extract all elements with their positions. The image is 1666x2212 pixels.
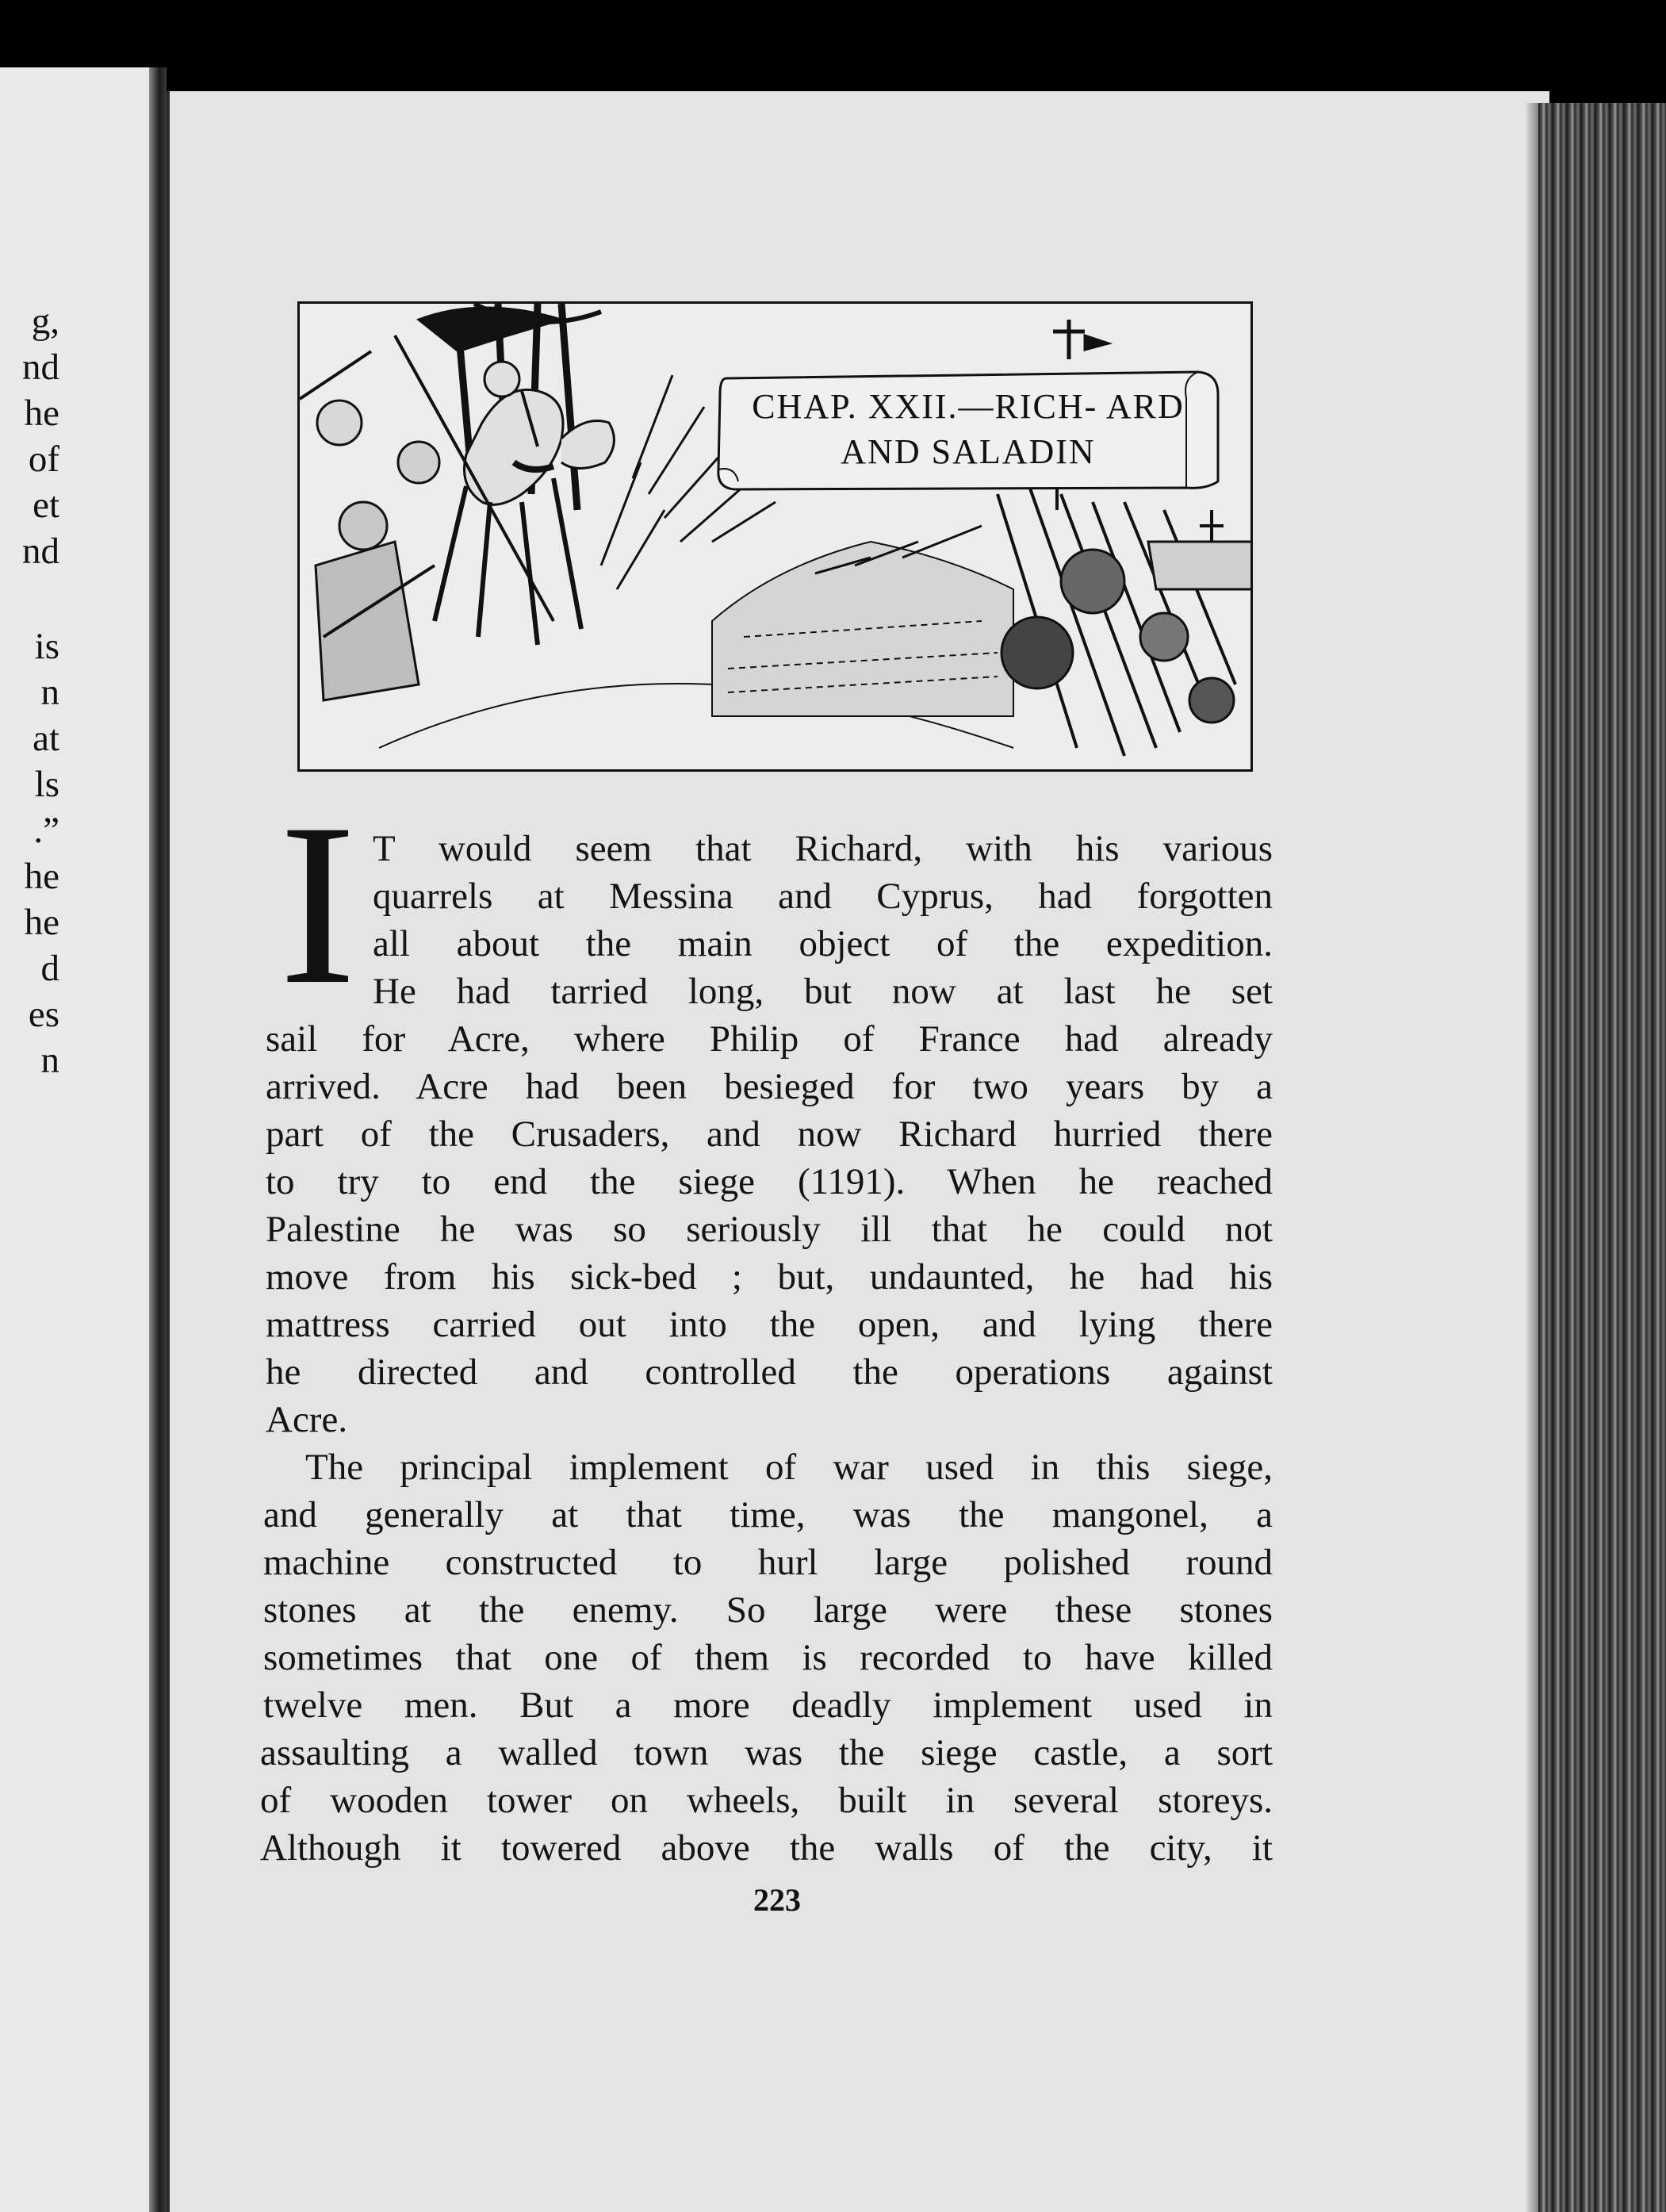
left-page-fragment: he <box>24 856 59 897</box>
text-line: sometimes that one of them is recorded to have killed <box>263 1637 1273 1678</box>
text-line: machine constructed to hurl large polished round <box>263 1542 1273 1583</box>
text-line: Although it towered above the walls of the city, it <box>260 1827 1273 1869</box>
text-line: arrived. Acre had been besieged for two years by a <box>266 1066 1273 1107</box>
left-page-fragment: ls <box>34 764 59 805</box>
text-line: sail for Acre, where Philip of France had already <box>266 1018 1273 1060</box>
text-line: move from his sick-bed ; but, undaunted, he had his <box>266 1256 1273 1298</box>
left-page-fragment: et <box>33 485 59 526</box>
text-line: stones at the enemy. So large were these stones <box>263 1589 1273 1631</box>
text-line: twelve men. But a more deadly implement used in <box>263 1685 1273 1726</box>
left-page-fragment: he <box>24 393 59 434</box>
left-facing-page <box>0 67 151 2212</box>
left-page-fragment: .” <box>33 810 59 851</box>
book-gutter <box>149 67 167 2212</box>
text-line: T would seem that Richard, with his various <box>373 828 1273 869</box>
text-line: Palestine he was so seriously ill that he could not <box>266 1209 1273 1250</box>
left-page-fragment: at <box>33 718 59 759</box>
text-line: to try to end the siege (1191). When he reached <box>266 1161 1273 1202</box>
left-page-fragment: g, <box>31 301 59 342</box>
text-line: He had tarried long, but now at last he set <box>373 971 1273 1012</box>
page-stack-edge <box>1538 103 1666 2212</box>
text-line: part of the Crusaders, and now Richard hurried there <box>266 1114 1273 1155</box>
left-page-fragment: of <box>28 439 59 480</box>
text-line: Acre. <box>266 1399 348 1440</box>
left-page-fragment: he <box>24 902 59 943</box>
left-page-fragment: nd <box>22 531 59 572</box>
text-line: he directed and controlled the operations against <box>266 1351 1273 1393</box>
left-page-fragment: n <box>40 1040 59 1081</box>
chapter-title: CHAP. XXII.—RICH- ARD AND SALADIN <box>752 387 1185 471</box>
left-page-fragment: es <box>28 994 59 1035</box>
text-line: assaulting a walled town was the siege castle, a sort <box>260 1732 1273 1773</box>
left-page-fragment: nd <box>22 347 59 388</box>
left-page-fragment: is <box>34 626 59 667</box>
chapter-title-scroll <box>710 362 1226 496</box>
left-page-fragment: n <box>40 672 59 713</box>
scan-border-top <box>0 0 1666 103</box>
text-line: The principal implement of war used in this siege, <box>305 1447 1273 1488</box>
text-line: quarrels at Messina and Cyprus, had forgotten <box>373 876 1273 917</box>
page-number: 223 <box>753 1882 801 1918</box>
left-page-fragment: d <box>40 948 59 989</box>
text-line: and generally at that time, was the mangonel, a <box>263 1494 1273 1535</box>
text-line: mattress carried out into the open, and lying there <box>266 1304 1273 1345</box>
text-line: all about the main object of the expedition. <box>373 923 1273 964</box>
drop-cap: I <box>279 776 357 1033</box>
text-line: of wooden tower on wheels, built in several storeys. <box>260 1780 1273 1821</box>
